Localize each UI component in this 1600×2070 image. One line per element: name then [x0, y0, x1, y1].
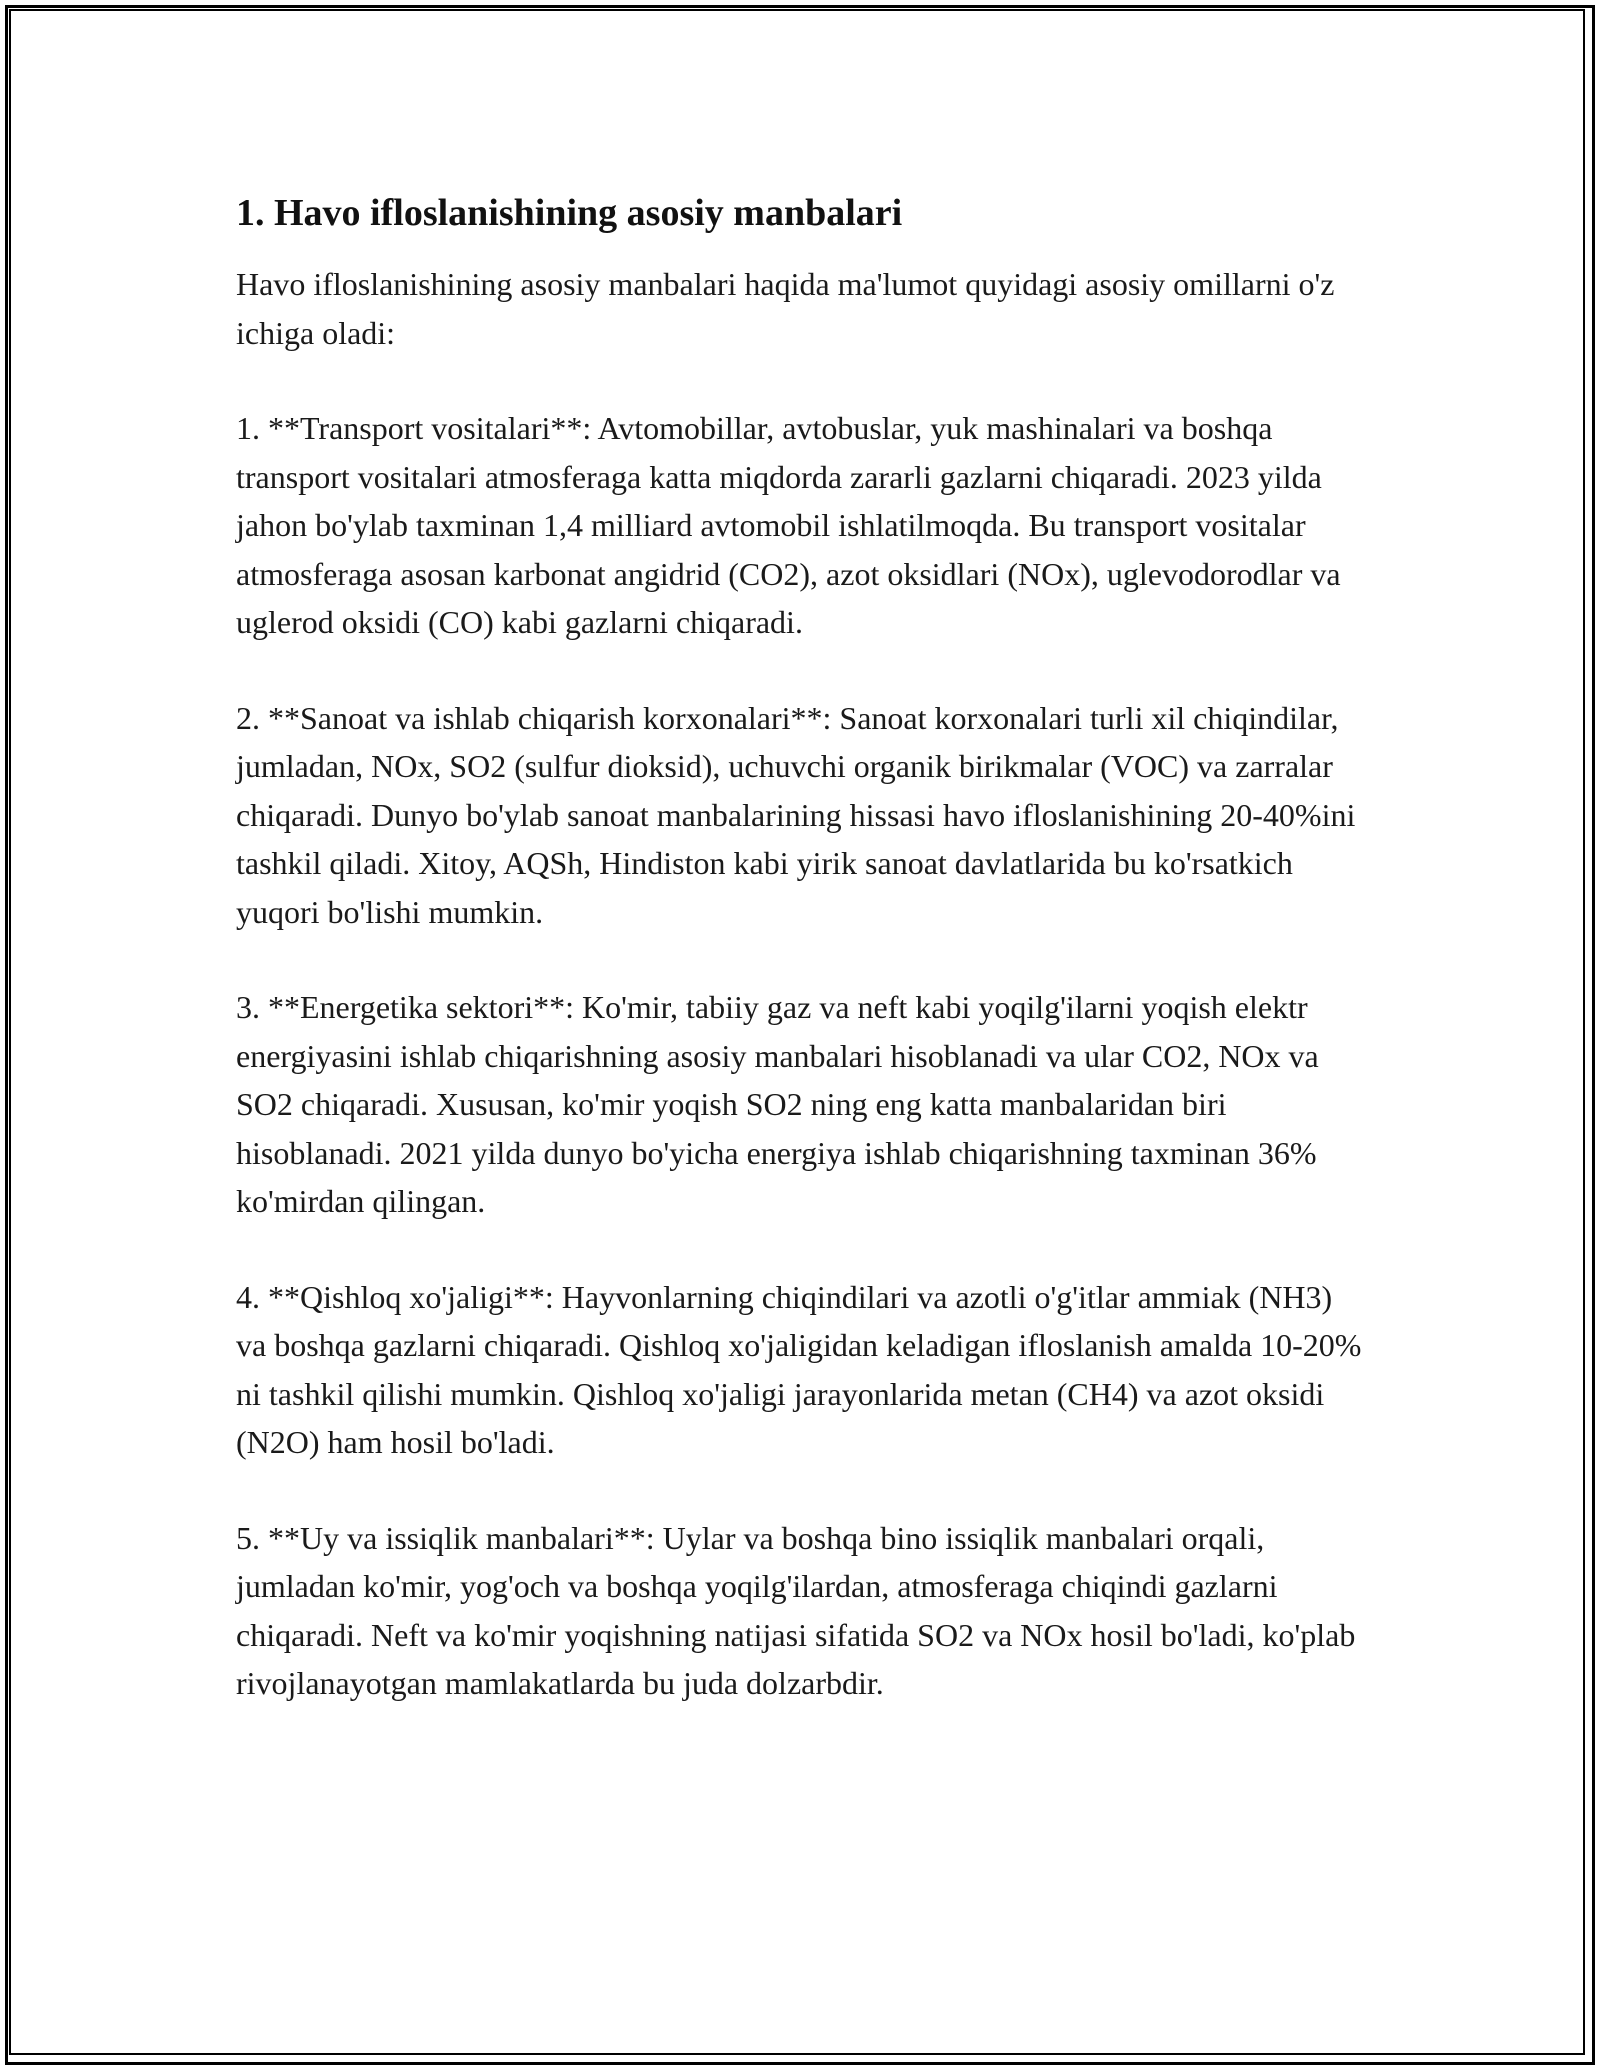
document-body	[236, 186, 1366, 1755]
list-item-transport: 1. **Transport vositalari**: Avtomobillar, avtobuslar, yuk mashinalari va boshqa transport vositalari atmosferaga katta miqdorda zararli gazlarni chiqaradi. 2023 yilda jahon bo'ylab taxminan 1,4 milliard avtomobil ishlatilmoqda. Bu transport vositalar atmosferaga asosan karbonat angidrid (CO2), azot oksidlari (NOx), uglevodorodlar va uglerod oksidi (CO) kabi gazlarni chiqaradi.	[236, 410, 1341, 640]
list-item-industry: 2. **Sanoat va ishlab chiqarish korxonalari**: Sanoat korxonalari turli xil chiqindilar, jumladan, NOx, SO2 (sulfur dioksid), uchuvchi organik birikmalar (VOC) va zarralar chiqaradi. Dunyo bo'ylab sanoat manbalarining hissasi havo ifloslanishining 20-40%ini tashkil qiladi. Xitoy, AQSh, Hindiston kabi yirik sanoat davlatlarida bu ko'rsatkich yuqori bo'lishi mumkin.	[236, 699, 1356, 930]
document-title: 1. Havo ifloslanishining asosiy manbalari	[236, 192, 903, 234]
list-item-agriculture: 4. **Qishloq xo'jaligi**: Hayvonlarning chiqindilari va azotli o'g'itlar ammiak (NH3) va boshqa gazlarni chiqaradi. Qishloq xo'jaligidan keladigan ifloslanish amalda 10-20% ni tashkil qilishi mumkin. Qishloq xo'jaligi jarayonlarida metan (CH4) va azot oksidi (N2O) ham hosil bo'ladi.	[236, 1278, 1362, 1460]
intro-paragraph: Havo ifloslanishining asosiy manbalari haqida ma'lumot quyidagi asosiy omillarni o'z ichiga oladi:	[236, 266, 1335, 351]
list-item-energy: 3. **Energetika sektori**: Ko'mir, tabiiy gaz va neft kabi yoqilg'ilarni yoqish elektr energiyasini ishlab chiqarishning asosiy manbalari hisoblanadi va ular CO2, NOx va SO2 chiqaradi. Xususan, ko'mir yoqish SO2 ning eng katta manbalaridan biri hisoblanadi. 2021 yilda dunyo bo'yicha energiya ishlab chiqarishning taxminan 36% ko'mirdan qilingan.	[236, 989, 1319, 1219]
list-item-household-heating: 5. **Uy va issiqlik manbalari**: Uylar va boshqa bino issiqlik manbalari orqali, jumladan ko'mir, yog'och va boshqa yoqilg'ilardan, atmosferaga chiqindi gazlarni chiqaradi. Neft va ko'mir yoqishning natijasi sifatida SO2 va NOx hosil bo'ladi, ko'plab rivojlanayotgan mamlakatlarda bu juda dolzarbdir.	[236, 1519, 1356, 1701]
